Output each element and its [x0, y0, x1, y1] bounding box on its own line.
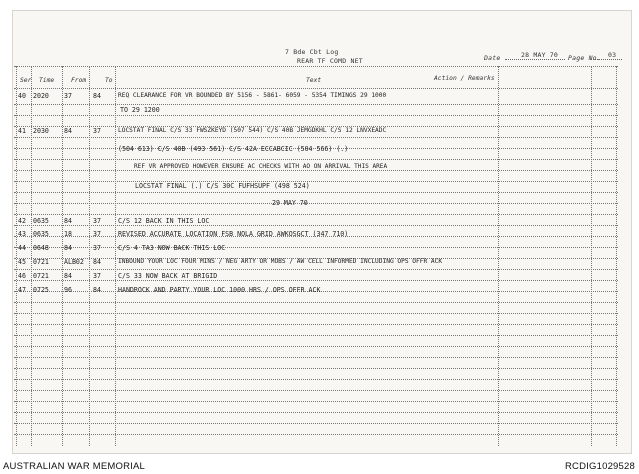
row-to: 37	[93, 217, 101, 225]
row-ser: 44	[18, 244, 26, 252]
row-ser: 42	[18, 217, 26, 225]
grid-hline	[14, 423, 618, 424]
date-label: Date	[484, 54, 501, 62]
grid-vline	[498, 66, 499, 446]
row-ser: 43	[18, 230, 26, 238]
footer-record-id: RCDIG1029528	[565, 461, 635, 472]
row-text: REVISED ACCURATE LOCATION FSB NOLA GRID AWKOSGCT (347 710)	[118, 230, 349, 238]
log-grid	[14, 66, 618, 446]
col-header-to: To	[105, 77, 113, 84]
grid-hline	[14, 324, 618, 325]
grid-hline	[14, 225, 618, 226]
row-time: 0635	[33, 230, 49, 238]
grid-hline	[14, 335, 618, 336]
grid-hline	[14, 269, 618, 270]
row-time: 0721	[33, 272, 49, 280]
col-header-text: Text	[306, 77, 322, 84]
row-time: 0635	[33, 217, 49, 225]
grid-hline	[14, 203, 618, 204]
row-text: (504 613) C/S 40B (493 561) C/S 42A ECCABCIC (504 566) (.)	[118, 145, 349, 153]
row-time: 0648	[33, 244, 49, 252]
row-text: LOCSTAT FINAL (.) C/S 30C FUFHSUPF (498 524)	[135, 182, 310, 190]
grid-vline	[89, 66, 90, 446]
row-from: 84	[64, 244, 72, 252]
unit-title: 7 Bde Cbt Log	[285, 48, 339, 56]
grid-hline	[14, 302, 618, 303]
row-text: INBOUND YOUR LOC FOUR MINS / NEG ARTY OR MOBS / AW CELL INFORMED INCLUDING OPS OFFR ACK	[118, 258, 443, 265]
row-ser: 46	[18, 272, 26, 280]
row-text: C/S 4 TA3 NOW BACK THIS LOC	[118, 244, 226, 252]
row-from: 84	[64, 127, 72, 135]
net-subtitle: REAR TF COMD NET	[297, 57, 363, 65]
row-time: 2030	[33, 127, 49, 135]
grid-vline	[31, 66, 32, 446]
row-ser: 45	[18, 258, 26, 266]
row-to: 37	[93, 127, 101, 135]
grid-hline	[14, 214, 618, 215]
grid-vline	[115, 66, 116, 446]
grid-hline	[14, 434, 618, 435]
date-value: 28 MAY 70	[521, 51, 559, 59]
row-ser: 41	[18, 127, 26, 135]
grid-hline	[14, 346, 618, 347]
row-from: 84	[64, 272, 72, 280]
row-time: 0725	[33, 286, 49, 294]
footer-archive-name: AUSTRALIAN WAR MEMORIAL	[3, 461, 146, 472]
grid-hline	[14, 115, 618, 116]
grid-hline	[14, 88, 618, 89]
row-to: 84	[93, 92, 101, 100]
grid-hline	[14, 379, 618, 380]
grid-hline	[14, 247, 618, 248]
col-header-time: Time	[39, 77, 55, 84]
grid-vline	[16, 66, 17, 446]
page-label: Page No.	[568, 54, 601, 62]
row-text: C/S 12 BACK IN THIS LOC	[118, 217, 210, 225]
col-header-ser: Ser	[20, 77, 32, 84]
row-from: 18	[64, 230, 72, 238]
page-value: 03	[608, 51, 617, 59]
row-ser: 40	[18, 92, 26, 100]
grid-vline	[616, 66, 617, 446]
grid-hline	[14, 181, 618, 182]
row-to: 37	[93, 244, 101, 252]
grid-hline	[14, 390, 618, 391]
row-ser: 47	[18, 286, 26, 294]
row-to: 37	[93, 272, 101, 280]
row-text: REQ CLEARANCE FOR VR BOUNDED BY 5156 - 5861- 6059 - 5354 TIMINGS 29 1000	[118, 92, 387, 99]
row-text: C/S 33 NOW BACK AT BRIGID	[118, 272, 218, 280]
grid-hline	[14, 412, 618, 413]
row-text: LOCSTAT FINAL C/S 33 FWSZKEYD (507 544) C/S 40B JEMGDKHL C/S 12 LNVXEADC	[118, 127, 387, 134]
grid-vline	[591, 66, 592, 446]
grid-hline	[14, 357, 618, 358]
col-header-from: From	[71, 77, 87, 84]
page-underline	[590, 59, 622, 60]
row-text: 29 MAY 70	[272, 199, 308, 207]
row-to: 84	[93, 286, 101, 294]
row-text: TO 29 1200	[120, 106, 160, 114]
row-time: 0721	[33, 258, 49, 266]
grid-hline	[14, 401, 618, 402]
grid-hline	[14, 104, 618, 105]
row-from: 84	[64, 217, 72, 225]
row-from: 96	[64, 286, 72, 294]
grid-hline	[14, 66, 618, 67]
row-time: 2020	[33, 92, 49, 100]
row-text: REF VR APPROVED HOWEVER ENSURE AC CHECKS WITH AO ON ARRIVAL THIS AREA	[134, 163, 388, 170]
col-header-action: Action / Remarks	[434, 75, 495, 82]
grid-hline	[14, 192, 618, 193]
grid-hline	[14, 313, 618, 314]
grid-hline	[14, 368, 618, 369]
grid-hline	[14, 280, 618, 281]
grid-hline	[14, 137, 618, 138]
row-text: HANDROCK AND PARTY YOUR LOC 1000 HRS / OPS OFFR ACK	[118, 286, 321, 294]
grid-hline	[14, 159, 618, 160]
row-from: 37	[64, 92, 72, 100]
grid-vline	[62, 66, 63, 446]
row-from: ALB02	[64, 258, 84, 266]
date-underline	[505, 59, 565, 60]
row-to: 84	[93, 258, 101, 266]
row-to: 37	[93, 230, 101, 238]
